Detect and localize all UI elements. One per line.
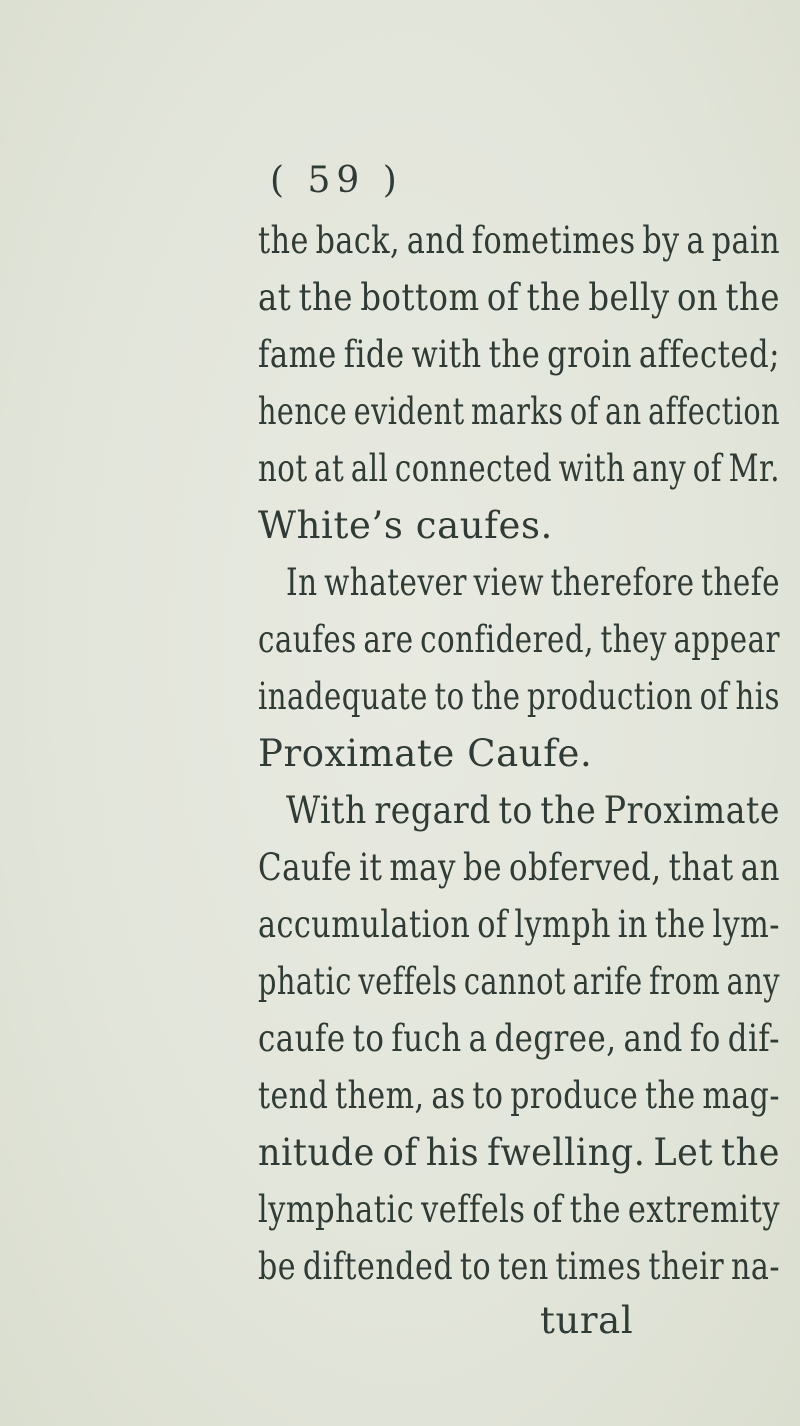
text-line: fame fide with the groin affected; bbox=[258, 333, 780, 376]
text-line: nitude of his fwelling. Let the bbox=[258, 1131, 780, 1174]
text-line: hence evident marks of an affection bbox=[258, 390, 780, 433]
text-line: accumulation of lymph in the lym- bbox=[258, 903, 780, 946]
text-line: inadequate to the production of his bbox=[258, 675, 780, 718]
text-line: Caufe it may be obferved, that an bbox=[258, 846, 780, 889]
text-line: at the bottom of the belly on the bbox=[258, 276, 780, 319]
catchword: tural bbox=[540, 1299, 634, 1342]
page-number: ( 59 ) bbox=[270, 160, 403, 201]
text-line: White’s caufes. bbox=[258, 504, 553, 547]
text-line: Proximate Caufe. bbox=[258, 732, 593, 775]
text-line: In whatever view therefore thefe bbox=[286, 561, 780, 604]
text-line: caufes are confidered, they appear bbox=[258, 618, 780, 661]
text-line: phatic veffels cannot arife from any bbox=[258, 960, 780, 1003]
text-line: not at all connected with any of Mr. bbox=[258, 447, 780, 490]
text-line: the back, and fometimes by a pain bbox=[258, 219, 780, 262]
text-line: caufe to fuch a degree, and fo dif- bbox=[258, 1017, 780, 1060]
text-line: lymphatic veffels of the extremity bbox=[258, 1188, 780, 1231]
text-line: be diftended to ten times their na- bbox=[258, 1245, 780, 1288]
text-line: tend them, as to produce the mag- bbox=[258, 1074, 780, 1117]
text-line: With regard to the Proximate bbox=[286, 789, 780, 832]
